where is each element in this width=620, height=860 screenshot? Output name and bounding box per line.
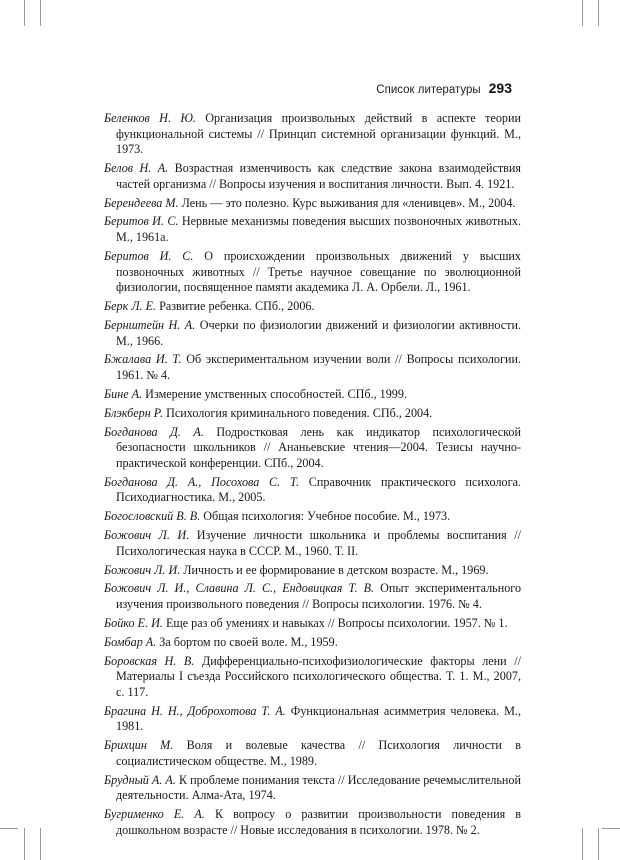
reference-text: Личность и ее формирование в детском возрасте. М., 1969. (180, 562, 489, 577)
reference-text: Справочник практического психолога. Психодиагностика. М., 2005. (116, 474, 521, 505)
reference-text: Дифференциально-психофизиологические факторы лени // Материалы I съезда Российского психологического общества. Т. 1. М., 2007, с. 117. (116, 653, 521, 699)
reference-list (104, 111, 521, 842)
reference-text: Воля и волевые качества // Психология личности в социалистическом обществе. М., 1989. (116, 738, 521, 768)
reference-text: К проблеме понимания текста // Исследование речемыслительной деятельности. Алма-Ата, 1974. (116, 772, 521, 803)
reference-text: Еще раз об умениях и навыках // Вопросы психологии. 1957. № 1. (162, 615, 508, 630)
reference-text: Общая психология: Учебное пособие. М., 1973. (200, 509, 451, 524)
reference-author: Брагина Н. Н., Доброхотова Т. А. (104, 703, 286, 718)
reference-text: Изучение личности школьника и проблемы воспитания // Психологическая наука в СССР. М., 1960. Т. II. (116, 528, 521, 558)
reference-text: Измерение умственных способностей. СПб., 1999. (142, 386, 407, 401)
reference-entry (104, 214, 521, 245)
reference-entry (104, 616, 521, 632)
reference-text: Опыт экспериментального изучения произвольного поведения // Вопросы психологии. 1976. № 4. (116, 581, 522, 612)
reference-author: Брудный А. А. (104, 772, 176, 787)
reference-entry (104, 299, 521, 315)
reference-author: Бомбар А. (104, 634, 157, 649)
reference-entry (104, 475, 521, 506)
reference-text: Функциональная асимметрия человека. М., 1981. (116, 703, 521, 734)
crop-mark-bottom-right-h (602, 828, 620, 829)
reference-entry (104, 161, 521, 192)
reference-author: Божович Л. И. (104, 528, 190, 543)
reference-author: Божович Л. И., Славина Л. С., Ендовицкая Т. В. (104, 581, 375, 596)
reference-author: Белов Н. А. (104, 161, 169, 176)
reference-author: Богданова Д. А., Посохова С. Т. (104, 474, 299, 489)
reference-text: Очерки по физиологии движений и физиологии активности. М., 1966. (116, 317, 521, 348)
reference-author: Берк Л. Е. (104, 299, 157, 314)
reference-text: Лень — это полезно. Курс выживания для «ленивцев». М., 2004. (178, 195, 516, 210)
reference-entry (104, 654, 521, 701)
crop-mark-top-left (24, 0, 25, 26)
crop-mark-bottom-right (582, 828, 583, 860)
reference-entry (104, 318, 521, 349)
reference-entry (104, 196, 521, 212)
reference-entry (104, 111, 521, 158)
crop-mark-top-right (582, 0, 583, 26)
reference-entry (104, 563, 521, 579)
reference-text: Нервные механизмы поведения высших позвоночных животных. М., 1961а. (116, 214, 521, 245)
reference-author: Бернштейн Н. А. (104, 317, 196, 332)
reference-text: Об экспериментальном изучении воли // Вопросы психологии. 1961. № 4. (116, 352, 522, 382)
crop-mark-bottom-left (24, 828, 25, 860)
reference-text: Развитие ребенка. СПб., 2006. (156, 299, 315, 314)
reference-author: Берендеева М. (104, 195, 179, 210)
section-title: Список литературы (376, 84, 481, 96)
reference-entry (104, 807, 521, 838)
reference-author: Бине А. (104, 386, 143, 401)
reference-entry (104, 738, 521, 769)
reference-text: За бортом по своей воле. М., 1959. (156, 634, 338, 649)
reference-author: Божович Л. И. (104, 562, 181, 577)
reference-author: Богданова Д. А. (104, 424, 204, 439)
reference-entry (104, 387, 521, 403)
reference-author: Блэкберн Р. (104, 405, 164, 420)
reference-author: Боровская Н. В. (104, 653, 195, 668)
reference-entry (104, 249, 521, 296)
page-number: 293 (488, 80, 512, 96)
crop-mark-bottom-right-inner (598, 828, 599, 860)
reference-author: Бжалава И. Т. (104, 352, 182, 367)
reference-entry (104, 773, 521, 804)
reference-author: Богословский В. В. (104, 509, 201, 524)
reference-text: Организация произвольных действий в аспекте теории функциональной системы // Принцип системной организации функций. М., 1973. (116, 111, 521, 157)
reference-text: Психология криминального поведения. СПб., 2004. (163, 405, 433, 420)
reference-text: К вопросу о развитии произвольности поведения в дошкольном возрасте // Новые исследования в психологии. 1978. № 2. (116, 807, 521, 837)
reference-entry (104, 704, 521, 735)
reference-author: Брихцин М. (104, 738, 174, 753)
reference-entry (104, 581, 521, 612)
crop-mark-top-right-inner (598, 0, 599, 26)
reference-entry (104, 635, 521, 651)
crop-mark-top-left-inner (40, 0, 41, 26)
reference-author: Бойко Е. И. (104, 615, 163, 630)
reference-entry (104, 528, 521, 559)
reference-text: Подростковая лень как индикатор психологической безопасности школьников // Ананьевские чтения—2004. Тезисы научно-практической конференции. СПб., 2004. (116, 424, 521, 470)
reference-author: Беленков Н. Ю. (104, 111, 196, 125)
reference-entry (104, 352, 521, 383)
crop-mark-bottom-left-h (0, 828, 18, 829)
reference-author: Беритов И. С. (104, 214, 179, 229)
reference-author: Беритов И. С. (104, 248, 194, 263)
reference-entry (104, 425, 521, 472)
reference-text: О происхождении произвольных движений у высших позвоночных животных // Третье научное совещание по эволюционной физиологии, посвященное памяти академика Л. А. Орбели. Л., 1961. (116, 248, 521, 295)
reference-entry (104, 406, 521, 422)
reference-text: Возрастная изменчивость как следствие закона взаимодействия частей организма // Вопросы изучения и воспитания личности. Вып. 4. 1921. (116, 161, 521, 191)
reference-author: Бугрименко Е. А. (104, 807, 205, 822)
reference-entry (104, 509, 521, 525)
running-head (376, 80, 512, 96)
crop-mark-bottom-left-inner (40, 828, 41, 860)
